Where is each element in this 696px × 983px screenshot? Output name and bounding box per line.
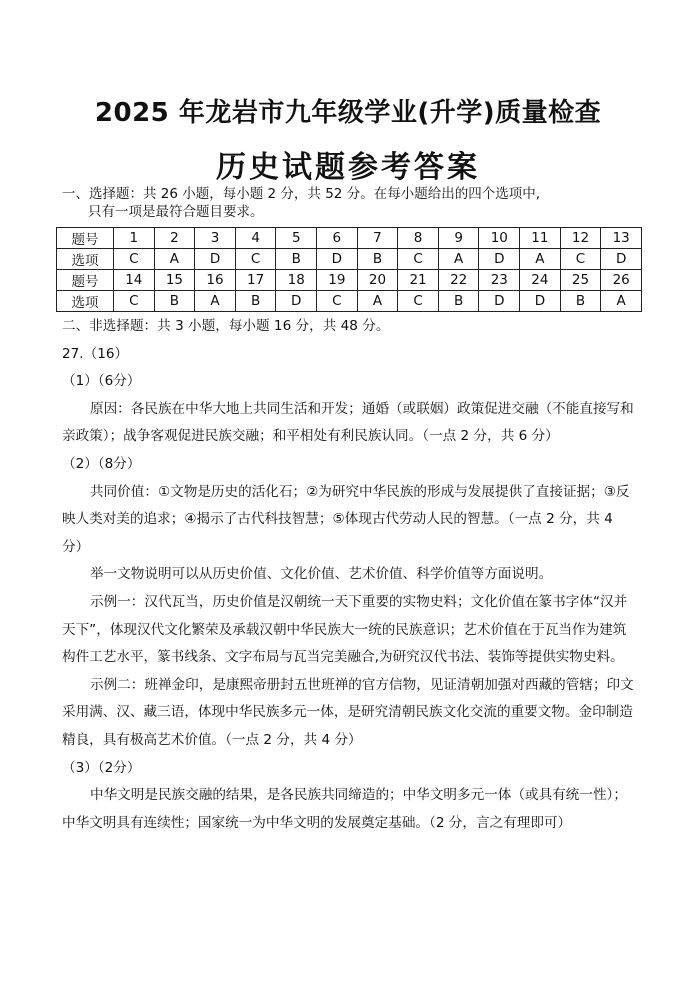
- table-cell: A: [195, 291, 236, 312]
- table-cell: 1: [114, 228, 155, 249]
- row-label: 选项: [57, 291, 114, 312]
- table-cell: 10: [479, 228, 520, 249]
- section2-body: [62, 313, 636, 837]
- table-cell: A: [520, 249, 561, 270]
- table-cell: 16: [195, 270, 236, 291]
- section1-instructions: [62, 185, 642, 221]
- part2-note: 举一文物说明可以从历史价值、文化价值、艺术价值、科学价值等方面说明。: [90, 566, 553, 583]
- table-cell: 6: [317, 228, 358, 249]
- answer-table-row-choices-1: [57, 249, 642, 270]
- table-cell: 7: [357, 228, 398, 249]
- example-one: 示例一：汉代瓦当，历史价值是汉朝统一天下重要的实物史料；文化价值在篆书字体“汉并天下”，体现汉代文化繁荣及承载汉朝中华民族大一统的民族意识；艺术价值在于瓦当作为建筑构件工艺水平，篆书线条、文字布局与瓦当完美融合,为研究汉代书法、装饰等提供实物史料。: [62, 593, 628, 666]
- table-cell: 4: [235, 228, 276, 249]
- table-cell: 15: [154, 270, 195, 291]
- document-title: 2025 年龙岩市九年级学业(升学)质量检查: [94, 98, 602, 128]
- table-cell: A: [357, 291, 398, 312]
- part3-answer: 中华文明是民族交融的结果，是各民族共同缔造的；中华文明多元一体（或具有统一性）；中华文明具有连续性；国家统一为中华文明的发展奠定基础。（2 分，言之有理即可）: [62, 787, 627, 831]
- table-cell: B: [235, 291, 276, 312]
- table-cell: C: [114, 249, 155, 270]
- table-cell: 2: [154, 228, 195, 249]
- table-cell: B: [276, 249, 317, 270]
- answer-table-row-numbers-1: [57, 228, 642, 249]
- table-cell: 25: [560, 270, 601, 291]
- table-cell: 18: [276, 270, 317, 291]
- row-label: 题号: [57, 228, 114, 249]
- table-cell: 24: [520, 270, 561, 291]
- table-cell: 26: [601, 270, 642, 291]
- table-cell: B: [357, 249, 398, 270]
- table-cell: B: [560, 291, 601, 312]
- table-cell: D: [520, 291, 561, 312]
- table-cell: B: [154, 291, 195, 312]
- part2-answer: 共同价值：①文物是历史的活化石；②为研究中华民族的形成与发展提供了直接证据；③反映人类对美的追求；④揭示了古代科技智慧；⑤体现古代劳动人民的智慧。（一点 2 分，共 4 分）: [62, 483, 630, 555]
- table-cell: 8: [398, 228, 439, 249]
- table-cell: 9: [438, 228, 479, 249]
- table-cell: C: [235, 249, 276, 270]
- table-cell: 14: [114, 270, 155, 291]
- table-cell: C: [398, 291, 439, 312]
- table-cell: A: [154, 249, 195, 270]
- table-cell: D: [601, 249, 642, 270]
- section2-heading: 二、非选择题：共 3 小题，每小题 16 分，共 48 分。: [62, 318, 390, 334]
- table-cell: D: [479, 249, 520, 270]
- answer-table: [56, 227, 642, 312]
- table-cell: 5: [276, 228, 317, 249]
- table-cell: 20: [357, 270, 398, 291]
- table-cell: C: [114, 291, 155, 312]
- row-label: 选项: [57, 249, 114, 270]
- row-label: 题号: [57, 270, 114, 291]
- document-subtitle: 历史试题参考答案: [216, 150, 480, 185]
- table-cell: 19: [317, 270, 358, 291]
- question-27-heading: 27.（16）: [62, 345, 129, 362]
- part1-answer: 原因：各民族在中华大地上共同生活和开发；通婚（或联姻）政策促进交融（不能直接写和亲政策）；战争客观促进民族交融；和平相处有利民族认同。（一点 2 分，共 6 分）: [62, 400, 634, 445]
- table-cell: 12: [560, 228, 601, 249]
- example-two: 示例二：班禅金印，是康熙帝册封五世班禅的官方信物，见证清朝加强对西藏的管辖；印文采用满、汉、藏三语，体现中华民族多元一体，是研究清朝民族文化交流的重要文物。金印制造精良，具有极高艺术价值。（一点 2 分，共 4 分）: [62, 676, 634, 748]
- table-cell: C: [317, 291, 358, 312]
- table-cell: D: [276, 291, 317, 312]
- table-cell: A: [438, 249, 479, 270]
- table-cell: B: [438, 291, 479, 312]
- table-cell: 17: [235, 270, 276, 291]
- table-cell: D: [317, 249, 358, 270]
- table-cell: 11: [520, 228, 561, 249]
- table-cell: D: [195, 249, 236, 270]
- answer-table-row-numbers-2: [57, 270, 642, 291]
- table-cell: 23: [479, 270, 520, 291]
- table-cell: 13: [601, 228, 642, 249]
- table-cell: C: [560, 249, 601, 270]
- table-cell: C: [398, 249, 439, 270]
- section1-line2: 只有一项是最符合题目要求。: [88, 204, 264, 220]
- part1-heading: （1）（6分）: [62, 373, 141, 390]
- table-cell: 21: [398, 270, 439, 291]
- section1-line1: 一、选择题：共 26 小题，每小题 2 分，共 52 分。在每小题给出的四个选项中,: [62, 186, 540, 202]
- answer-table-row-choices-2: [57, 291, 642, 312]
- table-cell: D: [479, 291, 520, 312]
- part2-heading: （2）（8分）: [62, 455, 141, 472]
- table-cell: 3: [195, 228, 236, 249]
- table-cell: 22: [438, 270, 479, 291]
- table-cell: A: [601, 291, 642, 312]
- part3-heading: （3）（2分）: [62, 759, 141, 776]
